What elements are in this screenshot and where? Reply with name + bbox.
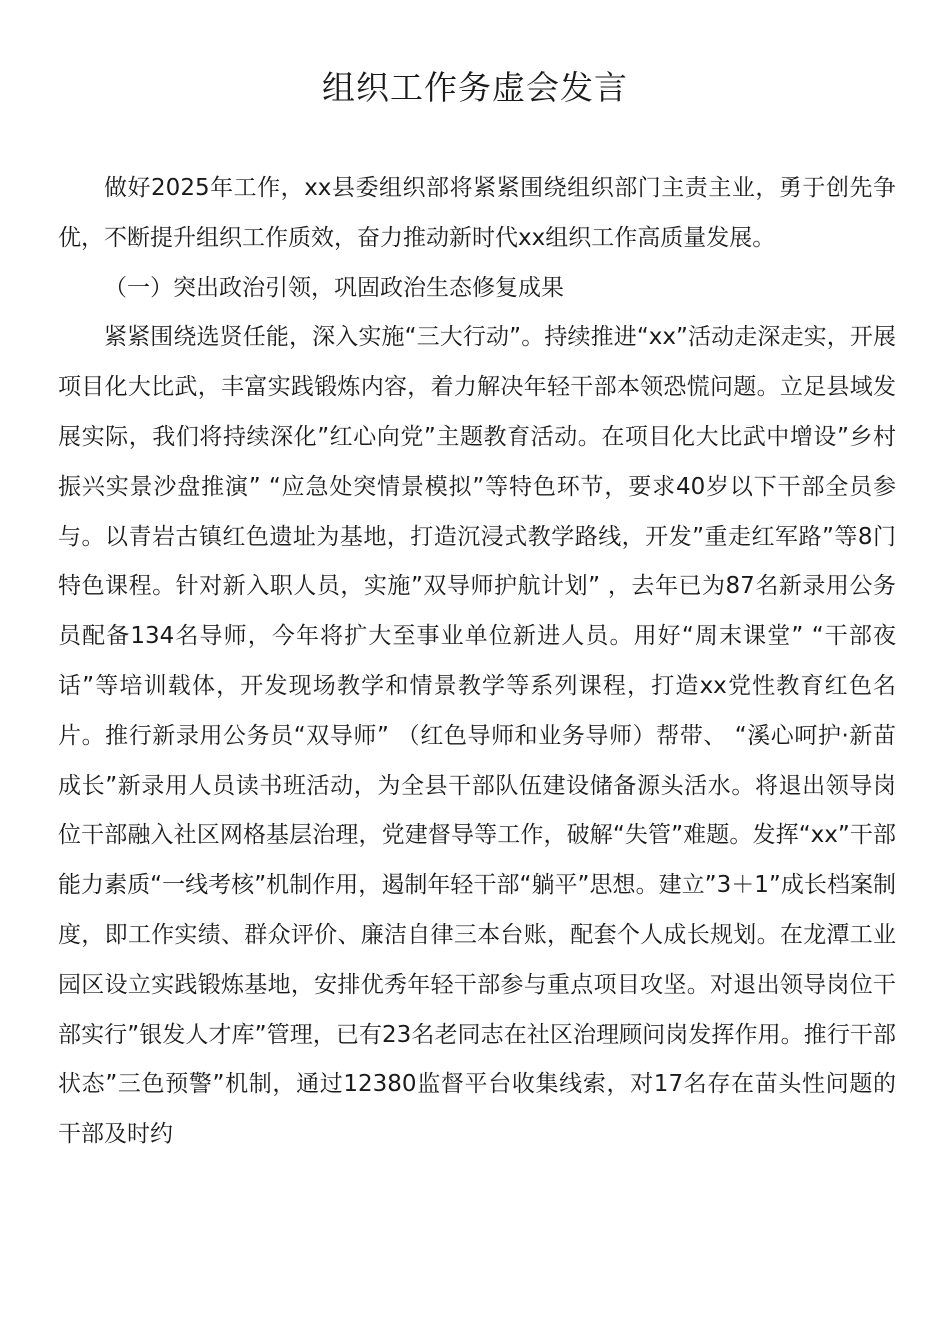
intro-paragraph: 做好2025年工作，xx县委组织部将紧紧围绕组织部门主责主业，勇于创先争优，不断提升组织工作质效，奋力推动新时代xx组织工作高质量发展。	[58, 175, 896, 251]
document-body	[58, 164, 896, 1160]
section-heading: （一）突出政治引领，巩固政治生态修复成果	[104, 274, 564, 301]
document-title: 组织工作务虚会发言	[322, 68, 628, 107]
body-paragraph: 紧紧围绕选贤任能，深入实施“三大行动”。持续推进“xx”活动走深走实，开展项目化大比武，丰富实践锻炼内容，着力解决年轻干部本领恐慌问题。立足县域发展实际，我们将持续深化”红心向党”主题教育活动。在项目化大比武中增设”乡村振兴实景沙盘推演” “应急处突情景模拟”等特色环节，要求40岁以下干部全员参与。以青岩古镇红色遗址为基地，打造沉浸式教学路线，开发”重走红军路”等8门特色课程。针对新入职人员，实施”双导师护航计划” ，去年已为87名新录用公务员配备134名导师，今年将扩大至事业单位新进人员。用好“周末课堂” “干部夜话”等培训载体，开发现场教学和情景教学等系列课程，打造xx党性教育红色名片。推行新录用公务员“双导师” （红色导师和业务导师）帮带、 “溪心呵护·新苗成长”新录用人员读书班活动，为全县干部队伍建设储备源头活水。将退出领导岗位干部融入社区网格基层治理，党建督导等工作，破解“失管”难题。发挥“xx”干部能力素质“一线考核”机制作用，遏制年轻干部“躺平”思想。建立”3＋1”成长档案制度，即工作实绩、群众评价、廉洁自律三本台账，配套个人成长规划。在龙潭工业园区设立实践锻炼基地，安排优秀年轻干部参与重点项目攻坚。对退出领导岗位干部实行”银发人才库”管理，已有23名老同志在社区治理顾问岗发挥作用。推行干部状态”三色预警”机制，通过12380监督平台收集线索，对17名存在苗头性问题的干部及时约	[58, 324, 896, 1148]
